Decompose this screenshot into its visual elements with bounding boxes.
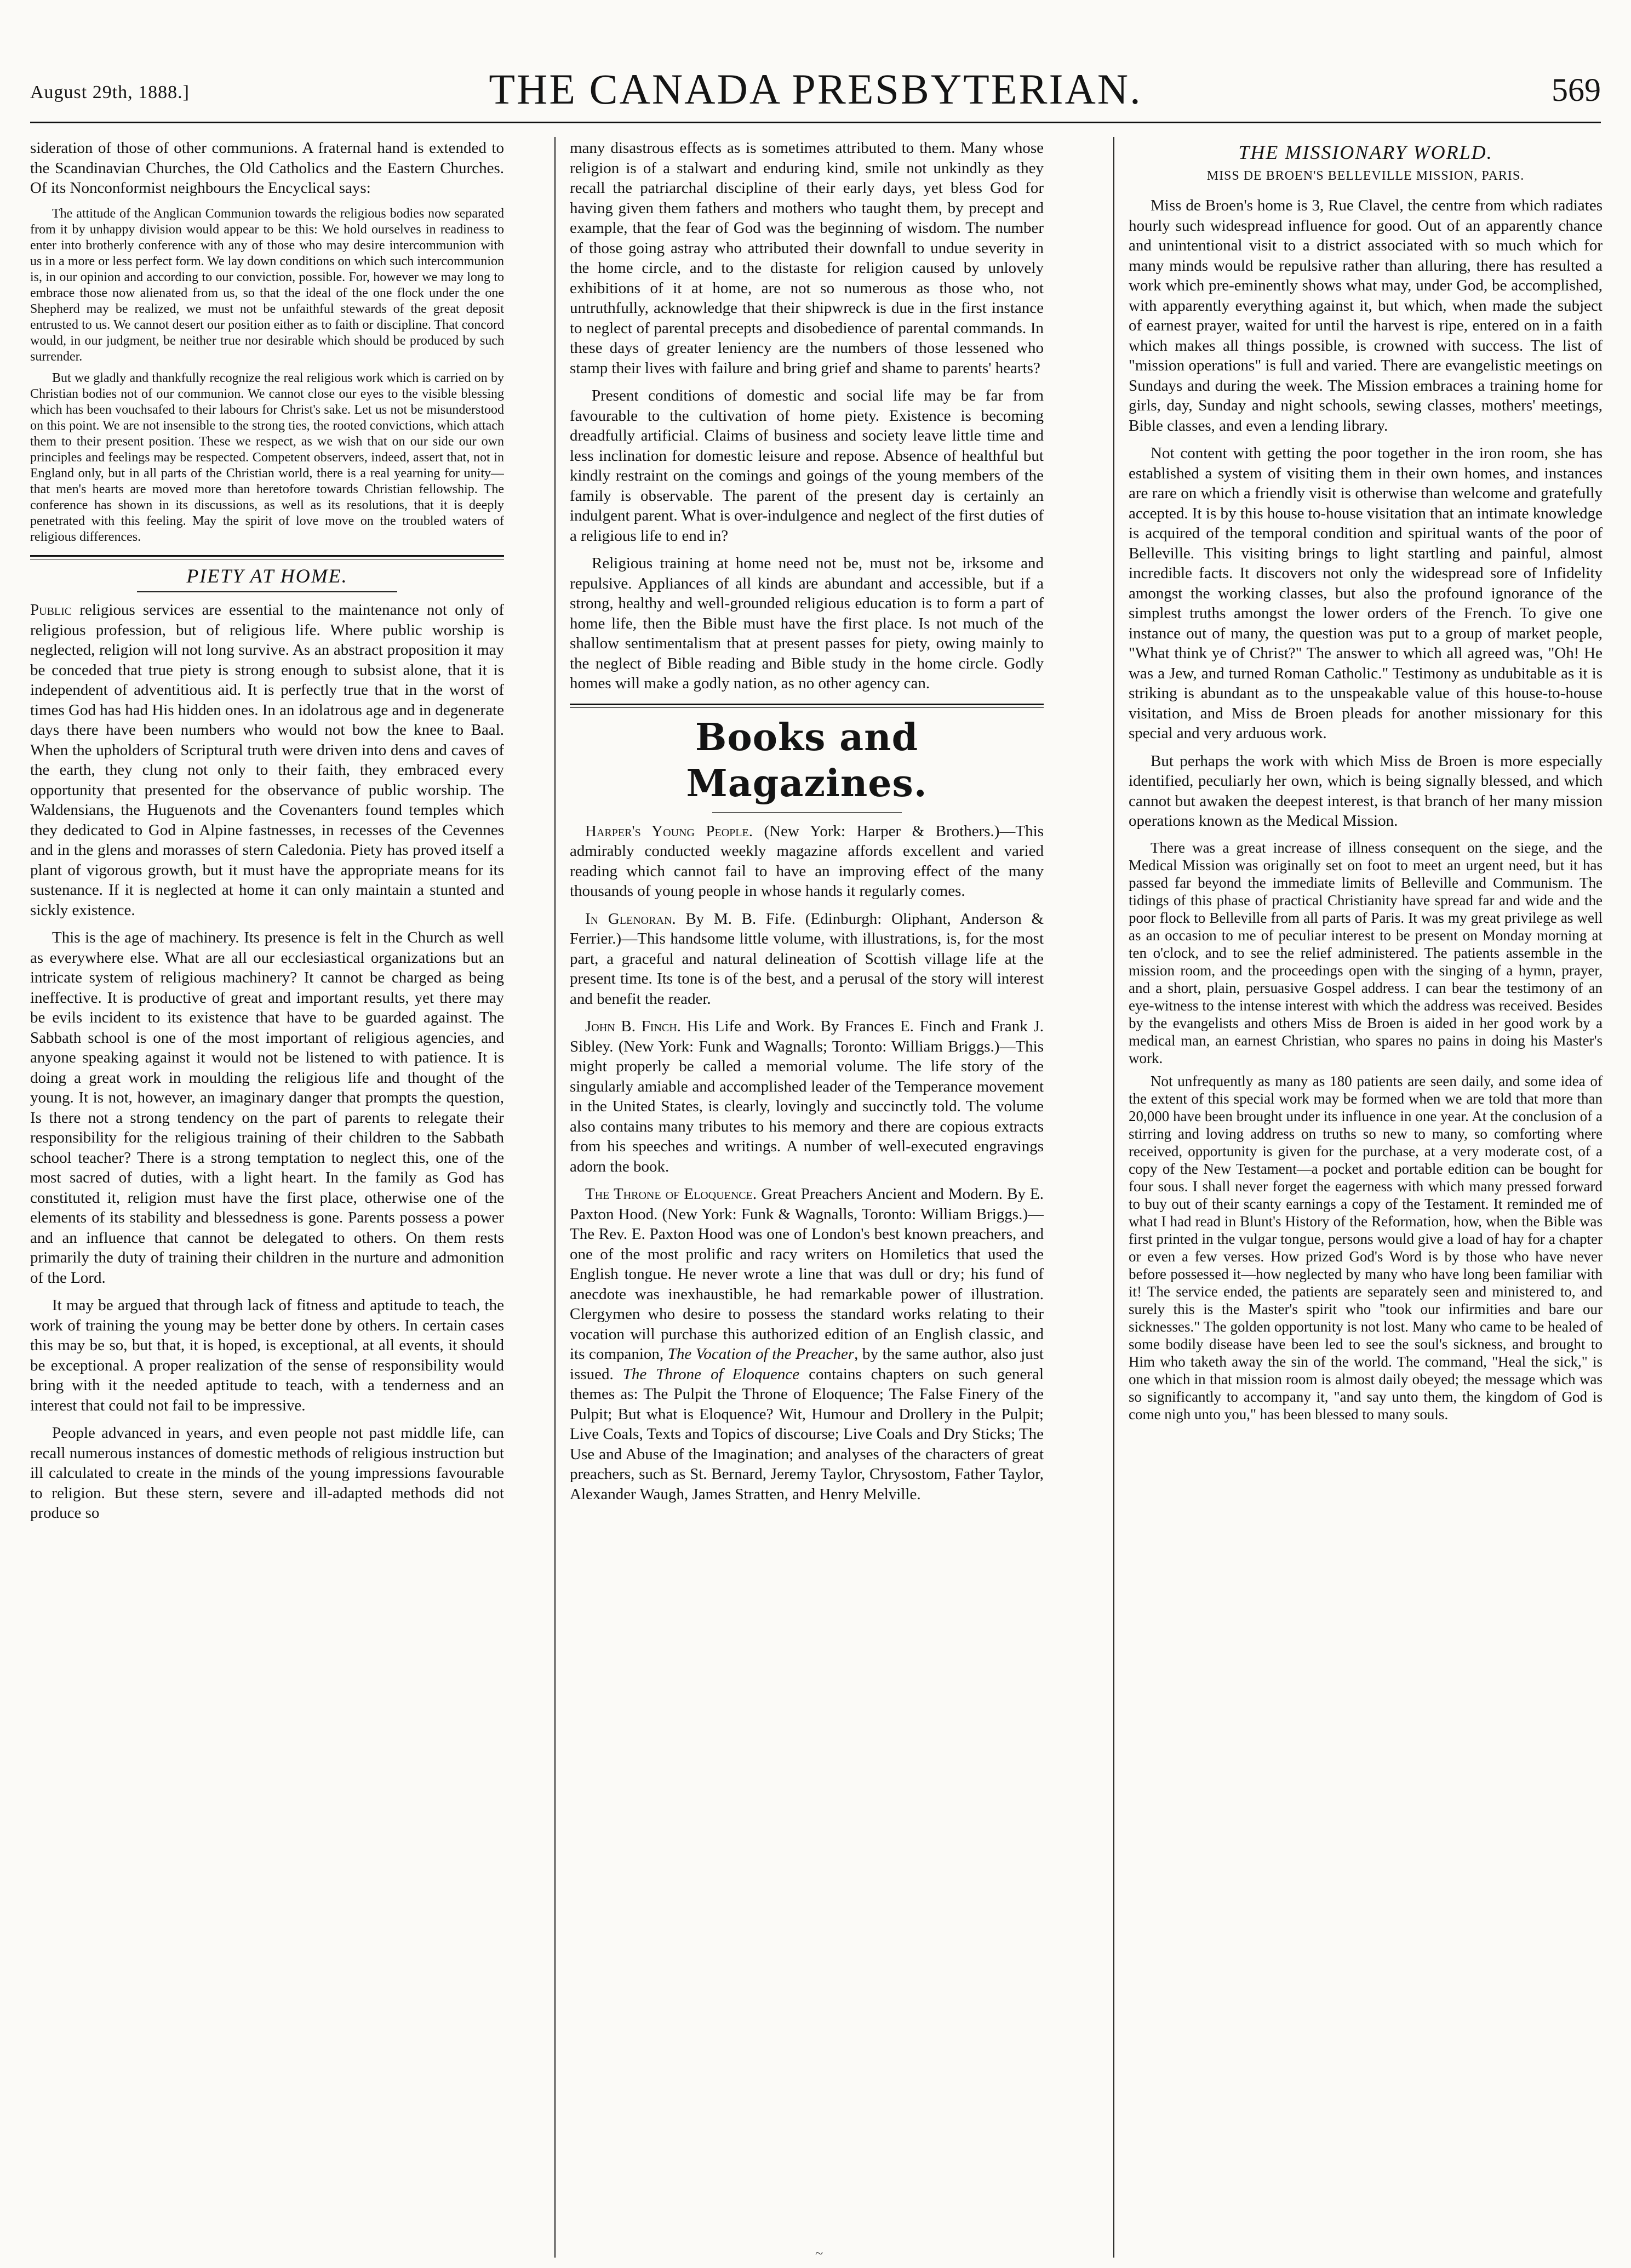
- column-right: [1129, 138, 1603, 2253]
- column-divider: [554, 137, 556, 2258]
- paragraph-text: religious services are essential to the maintenance not only of religious profession, but of religious life. Where public worship is neglected, religion will not long survive. As an abstract proposition it may be conceded that true piety is strong enough to subsist alone, that it is independent of adventitious aid. It is perfectly true that in the worst of times God has had His hidden ones. In an idolatrous age and in degenerate days there have been numbers who would not bow the knee to Baal. When the upholders of Scriptural truth were driven into dens and caves of the earth, they clung not only to their faith, they embraced every opportunity that presented for the observance of public worship. The Waldensians, the Huguenots and the Covenanters found temples which they dedicated to God in Alpine fastnesses, in recesses of the Cevennes and in the glens and morasses of stern Caledonia. Piety has proved itself a plant of vigorous growth, but it must have the appropriate means for its sustenance. If it is neglected at home it can only maintain a stunted and sickly existence.: [30, 601, 504, 919]
- encyclical-quote: But we gladly and thankfully recognize the real religious work which is carried on by Christian bodies not of our communion. We cannot close our eyes to the visible blessing which has been vouchsafed to their labours for Christ's sake. Let us not be misunderstood on this point. We are not insensible to the strong ties, the rooted convictions, which attach them to their present position. These we respect, as we wish that on our side our own principles and feelings may be respected. Competent observers, indeed, assert that, not in England only, but in all parts of the Christian world, there is a real yearning for unity—that men's hearts are moved more than heretofore towards Christian fellowship. The conference has shown in its discussions, as well as its resolutions, that it is deeply penetrated with this feeling. May the spirit of love move on the troubled waters of religious differences.: [30, 370, 504, 544]
- book-title-italic: The Throne of Eloquence: [622, 1365, 800, 1383]
- paragraph: many disastrous effects as is sometimes attributed to them. Many whose religion is of a stalwart and enduring kind, smile not unkindly as they recall the patriarchal discipline of their early days, yet bless God for having given them fathers and mothers who taught them, by precept and example, that the fear of God was the beginning of wisdom. The number of those going astray who attributed their downfall to undue severity in the home circle, and to the distaste for religion caused by unlovely exhibitions of it at home, are not so numerous as those who, not untruthfully, acknowledge that their shipwreck is due in the first instance to neglect of parental precepts and disobedience of parental commands. In these days of greater leniency are the numbers of those lessened who stamp their lives with failure and bring grief and shame to parents' hearts?: [570, 139, 1044, 377]
- page-number: 569: [1552, 72, 1601, 108]
- masthead: [0, 0, 1631, 137]
- paragraph: [30, 600, 504, 920]
- book-title: The Throne of Eloquence.: [585, 1185, 757, 1203]
- book-review: [570, 1016, 1044, 1176]
- book-title: In Glenoran.: [585, 910, 676, 928]
- article-continuation: sideration of those of other communions. A fraternal hand is extended to the Scandinavian Churches, the Old Catholics and the Eastern Churches. Of its Nonconformist neighbours the Encyclical says:: [30, 139, 504, 197]
- paragraph: It may be argued that through lack of fitness and aptitude to teach, the work of training the young may be better done by others. In certain cases this may be so, but that, it is hoped, is exceptional, at all events, it should be exceptional. A proper realization of the sense of responsibility would bring with it the needed aptitude to teach, with a tenderness and an interest that could not fail to be impressive.: [30, 1296, 504, 1414]
- paragraph: Not content with getting the poor together in the iron room, she has established a system of visiting them in their own homes, and instances are rare on which a friendly visit is otherwise than welcome and gratefully accepted. It is by this house to-house visitation that an intimate knowledge is acquired of the temporal condition and spiritual wants of the poor of Belleville. This visiting brings to light startling and painful, almost incredible facts. It discovers not only the widespread sore of Infidelity amongst the working classes, but also the profound ignorance of the simplest truths amongst the lower orders of the French. To give one instance out of many, the question was put to a group of market people, "What think ye of Christ?" The answer to which all agreed was, "Oh! He was a Jew, and turned Roman Catholic." Testimony as undubitable as it is striking is abundant as to the unspeakable value of this house-to-house visitation, and Miss de Broen pleads for another missionary for this special and very arduous work.: [1129, 444, 1603, 742]
- review-text: (New York: Harper & Brothers.)—This admirably conducted weekly magazine affords excellent and varied reading which cannot fail to have an improving effect of the many thousands of young people in whose hands it regularly comes.: [570, 822, 1044, 900]
- paragraph: This is the age of machinery. Its presence is felt in the Church as well as everywhere else. What are all our ecclesiastical organizations but an intricate system of religious machinery? It cannot be charged as being ineffective. It is productive of great and important results, yet there may be evils incident to its existence that have to be guarded against. The Sabbath school is one of the most important of religious agencies, and anyone speaking against it would not be listened to with patience. It is doing a great work in moulding the religious life and thought of the young. It is not, however, an imaginary danger that prompts the question, Is there not a strong tendency on the part of parents to relegate their responsibility for the religious training of their children to the Sabbath school teacher? There is a strong temptation to neglect this, one of the most sacred of duties, with a light heart. In the family as God has constituted it, religion must have the first place, otherwise one of the elements of its stability and blessedness is gone. Parents possess a power and an influence that cannot be delegated to others. On them rests primarily the duty of training their children in the nurture and admonition of the Lord.: [30, 929, 504, 1287]
- book-review: [570, 909, 1044, 1009]
- paragraph: People advanced in years, and even people not past middle life, can recall numerous instances of domestic methods of religious instruction but ill calculated to create in the minds of the young impressions favourable to religion. But these stern, severe and ill-adapted methods did not produce so: [30, 1424, 504, 1522]
- section-title-books-and-magazines: Books and Magazines.: [686, 715, 928, 805]
- masthead-rule: [30, 122, 1601, 123]
- newspaper-title: THE CANADA PRESBYTERIAN.: [489, 65, 1142, 113]
- column-divider: [1113, 137, 1114, 2258]
- book-title: John B. Finch.: [585, 1018, 681, 1035]
- footer-mark: ~: [815, 2246, 823, 2261]
- paragraph: There was a great increase of illness consequent on the siege, and the Medical Mission was originally set on foot to meet an urgent need, but it has passed far beyond the immediate limits of Belleville and Communism. The tidings of this phase of practical Christianity have spread far and wide and the poor flock to Belleville from all parts of Paris. It was my great privilege as well as an occasion to me of peculiar interest to be present on Monday morning at ten o'clock, and to see the relief administered. The patients assemble in the mission room, and the proceedings open with the singing of a hymn, prayer, and a short, plain, persuasive Gospel address. I can bear the testimony of an eye-witness to the intense interest with which the address was received. Besides by the evangelists and others Miss de Broen is aided in her good work by a medical man, an earnest Christian, who spares no pains in doing his Master's work.: [1129, 839, 1603, 1066]
- review-text: His Life and Work. By Frances E. Finch and Frank J. Sibley. (New York: Funk and Wagnalls; Toronto: William Briggs.)—This might properly be called a memorial volume. The life story of the singularly amiable and accomplished leader of the Temperance movement in the United States, is clearly, lovingly and succinctly told. The volume also contains many tributes to his memory and there are copious extracts from his speeches and writings. A number of well-executed engravings adorn the book.: [570, 1018, 1044, 1175]
- article-subtitle: MISS DE BROEN'S BELLEVILLE MISSION, PARIS.: [1206, 168, 1525, 183]
- review-text: By M. B. Fife. (Edinburgh: Oliphant, Anderson & Ferrier.)—This handsome little volume, with illustrations, is, for the most part, a graceful and natural delineation of Scottish village life at the present time. Its tone is of the best, and a perusal of the story will interest and benefit the reader.: [570, 910, 1044, 1008]
- paragraph: Present conditions of domestic and social life may be far from favourable to the cultivation of home piety. Existence is becoming dreadfully artificial. Claims of business and society leave little time and less inclination for domestic leisure and repose. Absence of healthful but kindly restraint on the comings and goings of the young members of the family is observable. The parent of the present day is certainly an indulgent parent. What is over-indulgence and neglect of the first duties of a religious life to end in?: [570, 387, 1044, 545]
- column-middle: [570, 138, 1044, 2253]
- review-text: contains chapters on such general themes as: The Pulpit the Throne of Eloquence; The False Finery of the Pulpit; But what is Eloquence? Wit, Humour and Drollery in the Pulpit; Live Coals, Texts and Topics of discourse; Live Coals and Dry Sticks; The Use and Abuse of the Imagination; and analyses of the characters of great preachers, such as St. Bernard, Jeremy Taylor, Chrysostom, Father Taylor, Alexander Waugh, James Stratten, and Henry Melville.: [570, 1365, 1044, 1503]
- review-text: Great Preachers Ancient and Modern. By E. Paxton Hood. (New York: Funk & Wagnalls, Toronto: William Briggs.)—The Rev. E. Paxton Hood was one of London's best known preachers, and one of the most prolific and racy writers on Homiletics that used the English tongue. He never wrote a line that was dull or dry; his fund of anecdote was inexhaustible, he had remarkable power of illustration. Clergymen who desire to possess the standard works relating to their vocation will purchase this authorized edition of an English classic, and its companion,: [570, 1185, 1044, 1363]
- encyclical-quote: The attitude of the Anglican Communion towards the religious bodies now separated from it by unhappy division would appear to be this: We hold ourselves in readiness to enter into brotherly conference with any of those who may desire intercommunion with us in a more or less perfect form. We lay down conditions on which such intercommunion is, in our opinion and according to our conviction, possible. For, however we may long to embrace those now alienated from us, so that the ideal of the one flock under the one Shepherd may be realized, we must not be unfaithful stewards of the great deposit entrusted to us. We cannot desert our position either as to faith or discipline. That concord would, in our judgment, be neither true nor desirable which should be produced by such surrender.: [30, 206, 504, 364]
- review-text: , by the same author, also just issued.: [570, 1345, 1044, 1383]
- section-rule: [30, 555, 504, 559]
- book-review: [570, 821, 1044, 901]
- section-rule: [712, 812, 902, 813]
- section-title-missionary-world: THE MISSIONARY WORLD.: [1238, 141, 1493, 163]
- section-rule: [137, 591, 398, 592]
- paragraph: Not unfrequently as many as 180 patients are seen daily, and some idea of the extent of this special work may be formed when we are told that more than 20,000 have been brought under its influence in one year. At the conclusion of a stirring and loving address on truths so new to many, so comforting where received, opportunity is given for the purchase, at a very moderate cost, of a copy of the New Testament—a pocket and portable edition can be bought for four sous. I shall never forget the eagerness with which many pressed forward to buy out of their scanty earnings a copy of the Testament. It reminded me of what I had read in Blunt's History of the Reformation, how, when the Bible was first printed in the vulgar tongue, persons would give a load of hay for a chapter or even a few verses. How prized God's Word is by those who have never before possessed it—how neglected by many who have long been familiar with it! The service ended, the patients are separately seen and ministered to, and surely this is the Master's spirit who "took our infirmities and bare our sicknesses." The golden opportunity is not lost. Many who came to be healed of some bodily disease have been led to see the soul's sickness, and brought to Him who taketh away the sin of the world. The command, "Heal the sick," is one which in that mission room is almost daily obeyed; the message which was so significantly to accompany it, "and say unto them, the kingdom of God is come nigh unto you," has been blessed to many souls.: [1129, 1072, 1603, 1423]
- issue-date: August 29th, 1888.]: [30, 82, 190, 102]
- column-left: [30, 138, 504, 2253]
- paragraph: Religious training at home need not be, must not be, irksome and repulsive. Appliances of all kinds are abundant and accessible, but if a strong, healthy and well-grounded religious education is to form a part of home life, then the Bible must have the first place. Is not much of the shallow sentimentalism that at present passes for piety, owing mainly to the neglect of Bible reading and Bible study in the home circle. Godly homes will make a godly nation, as no other agency can.: [570, 555, 1044, 692]
- book-title-italic: The Vocation of the Preacher: [667, 1345, 855, 1363]
- paragraph: Miss de Broen's home is 3, Rue Clavel, the centre from which radiates hourly such widespread influence for good. Out of an apparently chance and unintentional visit to a district associated with so much which for many minds would be repulsive rather than alluring, there has resulted a work which pre-eminently shows what may, under God, be accomplished, with apparently everything against it, but which, when made the subject of earnest prayer, waited for until the harvest is ripe, entered on in a faith which makes all things possible, is crowned with success. The list of "mission operations" is full and varied. There are evangelistic meetings on Sundays and during the week. The Mission embraces a training home for girls, day, Sunday and night schools, sewing classes, mothers' meetings, Bible classes, and even a lending library.: [1129, 197, 1603, 435]
- book-title: Harper's Young People.: [585, 822, 753, 840]
- section-title-piety-at-home: PIETY AT HOME.: [186, 564, 348, 587]
- section-rule: [570, 704, 1044, 708]
- lead-word: Public: [30, 601, 72, 619]
- paragraph: But perhaps the work with which Miss de Broen is more especially identified, peculiarly her own, which is being signally blessed, and which cannot but awaken the deepest interest, is that branch of her many mission operations known as the Medical Mission.: [1129, 752, 1603, 830]
- book-review: [570, 1184, 1044, 1504]
